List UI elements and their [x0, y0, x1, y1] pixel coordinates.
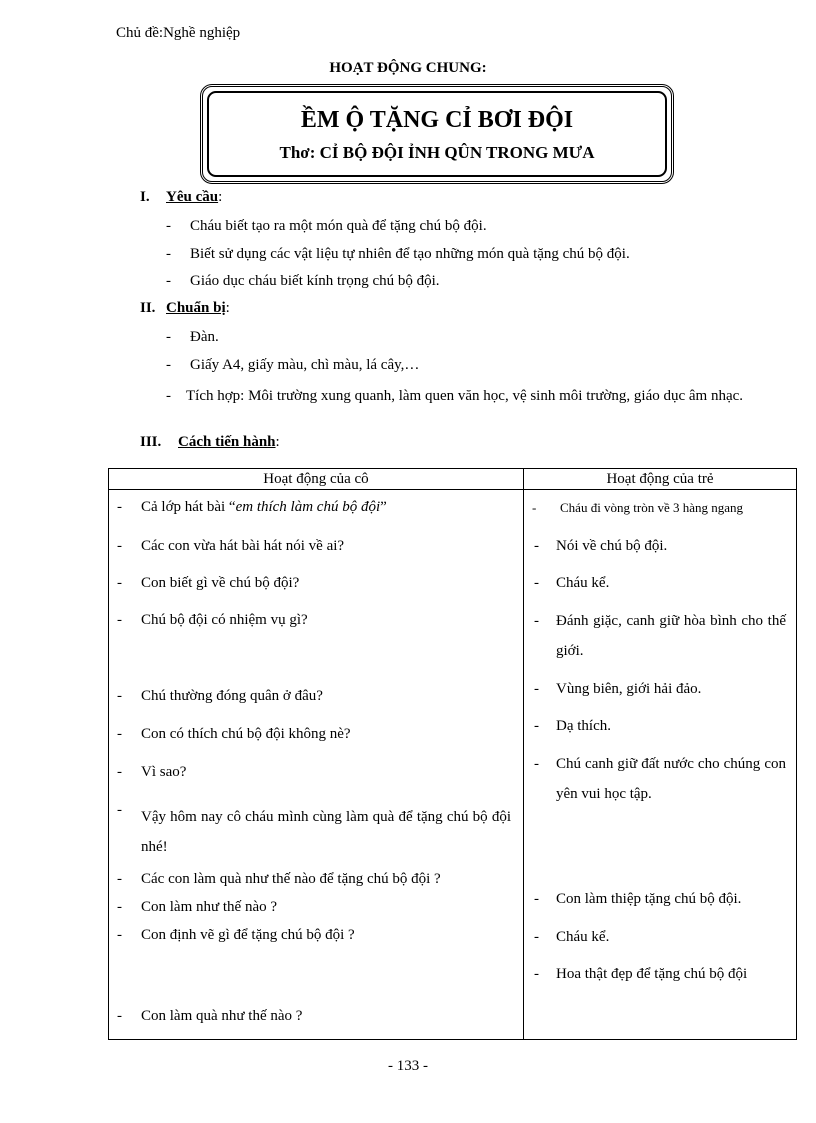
section-preparation: II. Chuẩn bị:	[140, 300, 230, 316]
table-row: - Chú canh giữ đất nước cho chúng con yên vui học tập.	[534, 756, 786, 802]
child-activities-cell: - Cháu đi vòng tròn về 3 hàng ngang - Nói về chú bộ đội. - Cháu kể. - Đánh giặc, canh giữ hòa bình cho thế giới. - Vùng biên, giới hải đảo. - Dạ thích. - Chú canh giữ đất nước cho chúng con yên vui học tập. - Con làm thiệp tặng chú bộ đội. - Cháu kể. - Hoa thật đẹp để tặng chú bộ đội	[524, 490, 797, 1040]
table-row: - Hoa thật đẹp để tặng chú bộ đội	[534, 966, 748, 982]
section-requirements: I. Yêu cầu:	[140, 189, 223, 205]
list-item: - Tích hợp: Môi trường xung quanh, làm quen văn học, vệ sinh môi trường, giáo dục âm nhạc.	[166, 388, 744, 404]
list-item: - Giáo dục cháu biết kính trọng chú bộ đội.	[166, 273, 440, 289]
topic-line: Chủ đề:Nghề nghiệp	[116, 25, 241, 41]
section-number: I.	[140, 189, 150, 205]
list-item: - Đàn.	[166, 329, 219, 345]
title-frame	[200, 84, 674, 184]
table-row: - Đánh giặc, canh giữ hòa bình cho thế giới.	[534, 613, 786, 659]
list-item: - Giấy A4, giấy màu, chì màu, lá cây,…	[166, 357, 420, 373]
table-row: - Cháu kể.	[534, 929, 610, 945]
list-item: - Cháu biết tạo ra một món quà để tặng chú bộ đội.	[166, 218, 487, 234]
teacher-activities-cell: - Cả lớp hát bài “em thích làm chú bộ đội” - Các con vừa hát bài hát nói về ai? - Con biết gì về chú bộ đội? - Chú bộ đội có nhiệm vụ gì? - Chú thường đóng quân ở đâu? - Con có thích chú bộ đội không nè? - Vì sao? - Vậy hôm nay cô cháu mình cùng làm quà để tặng chú bộ đội nhé! - Các con làm quà như thế nào để tặng chú bộ đội ? - Con làm như thế nào ? - Con định vẽ gì để tặng chú bộ đội ? - Con làm quà như thế nào ?	[109, 490, 524, 1040]
table-row: - Vậy hôm nay cô cháu mình cùng làm quà để tặng chú bộ đội nhé!	[117, 802, 511, 855]
table-row: - Dạ thích.	[534, 718, 611, 734]
section-number: III.	[140, 434, 162, 450]
section-procedure: III. Cách tiến hành:	[140, 434, 280, 450]
page-number: - 133 -	[388, 1058, 428, 1074]
title-frame-inner	[207, 91, 667, 177]
section-number: II.	[140, 300, 156, 316]
list-item: - Biết sử dụng các vật liệu tự nhiên để tạo những món quà tặng chú bộ đội.	[166, 246, 630, 262]
poem-title: Thơ: CỈ BỘ ĐỘI ỈNH QÛN TRONG MƯA	[279, 143, 595, 162]
table-row: - Cháu kể.	[534, 575, 610, 591]
section-label: Yêu cầu	[166, 189, 219, 205]
activity-heading: HOẠT ĐỘNG CHUNG:	[329, 60, 487, 76]
section-label: Cách tiến hành	[178, 434, 276, 450]
section-label: Chuẩn bị	[166, 300, 226, 316]
table-row: - Nói về chú bộ đội.	[534, 538, 668, 554]
table-row: - Vùng biên, giới hải đảo.	[534, 681, 702, 697]
teacher-column-header: Hoạt động của cô	[109, 469, 524, 490]
lesson-title: ỀM Ộ TẶNG CỈ BƠI ĐỘI	[300, 107, 574, 133]
child-column-header: Hoạt động của trẻ	[524, 469, 797, 490]
table-row: - Con làm thiệp tặng chú bộ đội.	[534, 891, 742, 907]
activity-table	[108, 468, 797, 1040]
